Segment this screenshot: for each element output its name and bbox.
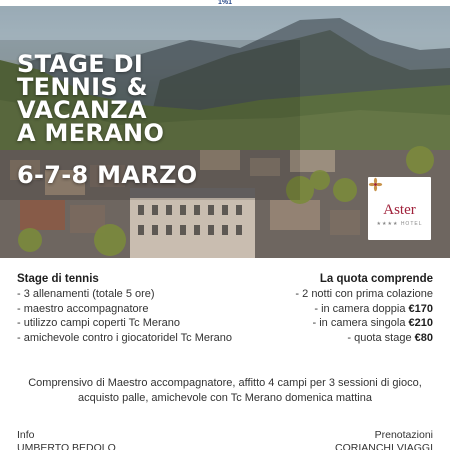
info-label: Info [17,429,35,441]
summary-line-2: acquisto palle, amichevole con Tc Merano domenica mattina [78,392,372,404]
hotel-logo-subtitle: ★★★★ HOTEL [376,221,423,227]
stage-details [17,272,237,345]
event-headline [17,50,277,147]
quota-item-price: €80 [414,331,433,344]
info-contact [17,429,116,450]
summary-line-1: Comprensivo di Maestro accompagnatore, affitto 4 campi per 3 sessioni di gioco, [28,377,422,389]
stage-title: Stage di tennis [17,273,99,285]
top-brand-mark: 1%1 [0,0,450,6]
quota-item-price: €210 [408,317,433,330]
stage-item: - maestro accompagnatore [17,302,149,315]
headline-line-3: VACANZA [17,96,147,124]
quota-item-price: €170 [408,302,433,315]
quota-item-text: - 2 notti con prima colazione [295,288,433,300]
stage-item: - 3 allenamenti (totale 5 ore) [17,288,155,300]
quota-item-text: - quota stage [347,331,415,344]
event-dates: 6-7-8 MARZO [17,161,198,189]
quota-item-text: - in camera doppia [314,302,409,315]
hotel-logo [368,177,431,240]
booking-label: Prenotazioni [374,429,433,441]
quota-item [233,331,433,346]
quota-details [233,272,433,345]
package-summary [20,376,430,406]
hotel-logo-name: Aster [383,202,416,218]
headline-line-1: STAGE DI [17,50,144,78]
booking-name: CORIANCHI VIAGGI [334,442,433,450]
quota-item-text: - in camera singola [312,317,409,330]
headline-line-2: TENNIS & [17,73,148,101]
quota-title: La quota comprende [319,273,433,285]
booking-contact [335,429,433,450]
stage-item: - amichevole contro i giocatoridel Tc Merano [17,331,233,344]
info-name: UMBERTO BEDOLO [17,442,116,450]
quota-item [233,302,433,317]
flower-icon [368,177,383,192]
headline-line-4: A MERANO [17,119,165,147]
quota-item [233,316,433,331]
quota-item [233,287,433,302]
stage-item: - utilizzo campi coperti Tc Merano [17,317,181,330]
